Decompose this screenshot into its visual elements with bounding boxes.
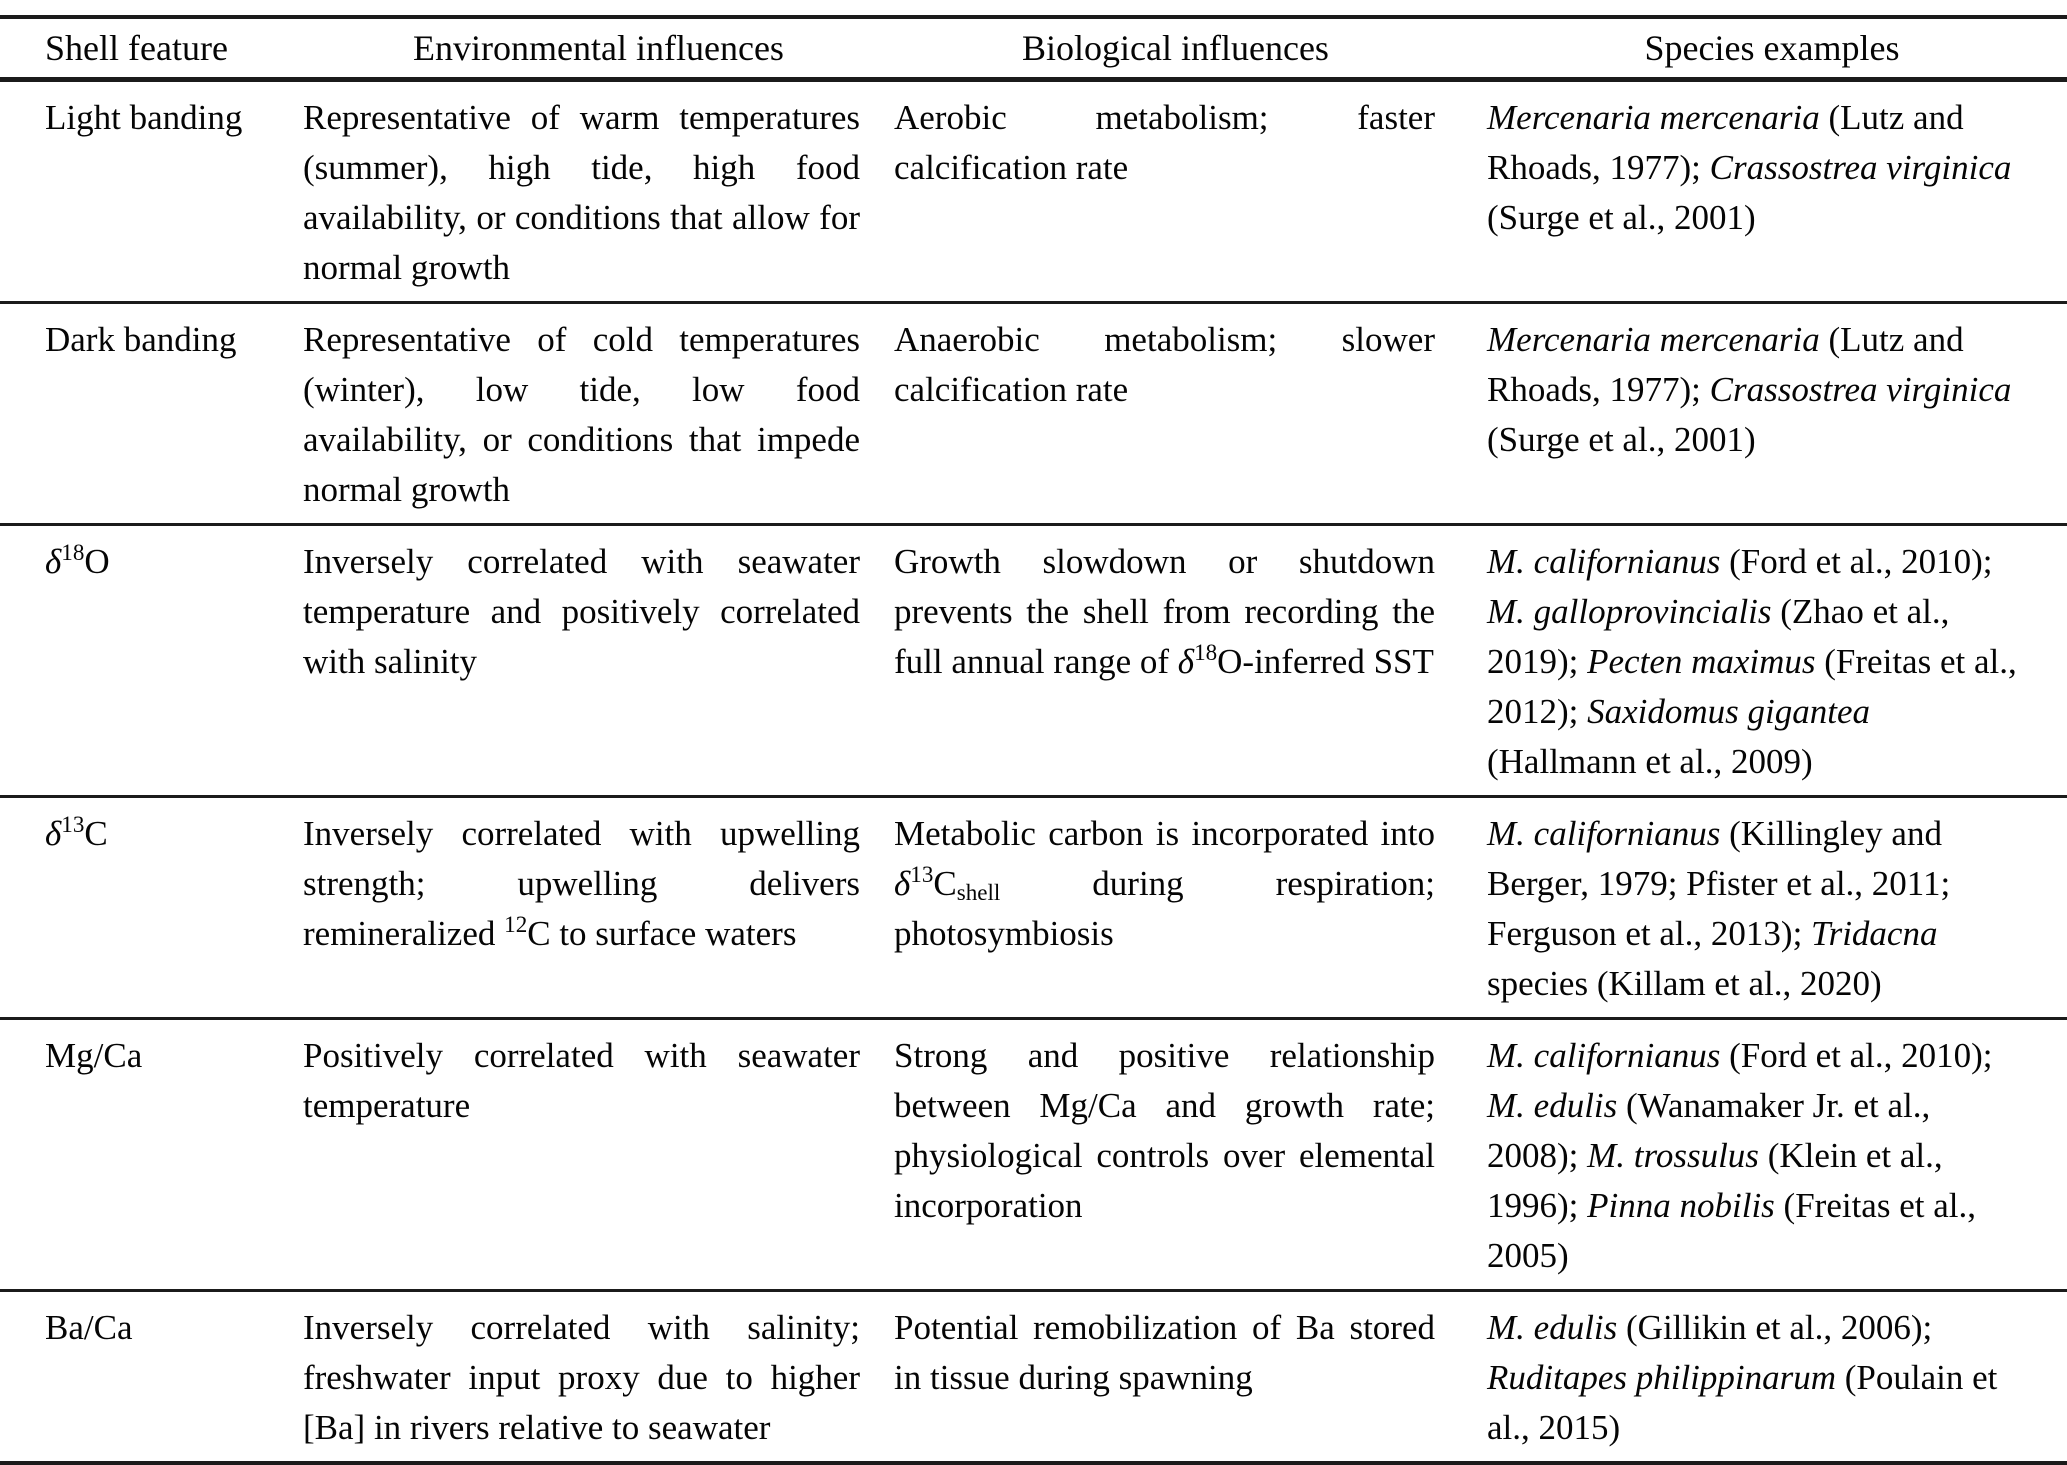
header-species-examples: Species examples — [1644, 27, 1900, 68]
header-row — [0, 17, 2067, 79]
header-shell-feature: Shell feature — [45, 27, 228, 68]
text-segment: Representative of cold temperatures (winter), low tide, low food availability, or conditions that impede normal growth — [303, 319, 860, 509]
table-body — [0, 79, 2067, 1463]
text-segment: O — [84, 541, 110, 581]
text-segment: shell — [956, 878, 1001, 905]
ba-ca-feature-cell — [0, 1290, 303, 1463]
text-segment: Aerobic metabolism; faster calcification rate — [894, 97, 1435, 187]
italic-text-segment: M. edulis — [1487, 1307, 1618, 1347]
text-segment: Positively correlated with seawater temperature — [303, 1035, 860, 1125]
italic-text-segment: Mercenaria mercenaria — [1487, 319, 1820, 359]
dark-banding-environmental-cell — [303, 302, 894, 524]
ba-ca-biological-cell — [894, 1290, 1487, 1463]
italic-text-segment: Pinna nobilis — [1587, 1185, 1775, 1225]
text-segment: (Freitas et al., 2012); — [1487, 641, 2017, 731]
light-banding-species-cell — [1487, 79, 2067, 302]
text-segment: Growth slowdown or shutdown prevents the shell from recording the full annual range of — [894, 541, 1435, 681]
text-segment: Metabolic carbon is incorporated into — [894, 813, 1435, 853]
text-segment: (Lutz and Rhoads, 1977); — [1487, 319, 1964, 409]
italic-text-segment: Mercenaria mercenaria — [1487, 97, 1820, 137]
light-banding-feature-cell — [0, 79, 303, 302]
delta-18-O-biological-cell — [894, 524, 1487, 796]
italic-text-segment: M. galloprovincialis — [1487, 591, 1772, 631]
italic-text-segment: M. californianus — [1487, 541, 1721, 581]
text-segment: Inversely correlated with salinity; freshwater input proxy due to higher [Ba] in rivers relative to seawater — [303, 1307, 860, 1447]
text-segment: Potential remobilization of Ba stored in tissue during spawning — [894, 1307, 1435, 1397]
delta-13-C-feature-cell — [0, 796, 303, 1018]
text-segment: 18 — [61, 538, 85, 565]
text-segment: O-inferred SST — [1217, 641, 1434, 681]
text-segment: (Hallmann et al., 2009) — [1487, 741, 1813, 781]
ba-ca-environmental-cell — [303, 1290, 894, 1463]
text-segment: (Ford et al., 2010); — [1720, 541, 1993, 581]
text-segment: (Gillikin et al., 2006); — [1617, 1307, 1933, 1347]
text-segment: (Zhao et al., 2019); — [1487, 591, 1950, 681]
mg-ca-biological-cell — [894, 1018, 1487, 1290]
light-banding-environmental-cell — [303, 79, 894, 302]
italic-text-segment: δ — [45, 813, 62, 853]
italic-text-segment: δ — [1177, 641, 1195, 681]
text-segment: 12 — [504, 910, 528, 937]
mg-ca-feature-cell — [0, 1018, 303, 1290]
header-environmental-influences: Environmental influences — [413, 27, 784, 68]
table-row-ba-ca — [0, 1290, 2067, 1463]
dark-banding-species-cell — [1487, 302, 2067, 524]
text-segment: C — [84, 813, 108, 853]
delta-13-C-biological-cell — [894, 796, 1487, 1018]
ba-ca-species-cell — [1487, 1290, 2067, 1463]
italic-text-segment: Pecten maximus — [1587, 641, 1816, 681]
delta-13-C-environmental-cell — [303, 796, 894, 1018]
text-segment: (Killingley and Berger, 1979; Pfister et al., 2011; Ferguson et al., 2013); — [1487, 813, 1951, 953]
mg-ca-species-cell — [1487, 1018, 2067, 1290]
text-segment: 13 — [61, 810, 85, 837]
delta-18-O-environmental-cell — [303, 524, 894, 796]
text-segment: C to surface waters — [527, 913, 797, 953]
text-segment: 13 — [910, 860, 934, 887]
text-segment: Inversely correlated with upwelling strength; upwelling delivers remineralized — [303, 813, 860, 953]
text-segment: Ba/Ca — [45, 1307, 133, 1347]
text-segment: Dark banding — [45, 319, 237, 359]
text-segment: Anaerobic metabolism; slower calcification rate — [894, 319, 1435, 409]
mg-ca-environmental-cell — [303, 1018, 894, 1290]
light-banding-biological-cell — [894, 79, 1487, 302]
italic-text-segment: δ — [45, 541, 62, 581]
table-row-dark-banding — [0, 302, 2067, 524]
table-row-mg-ca — [0, 1018, 2067, 1290]
text-segment: Light banding — [45, 97, 243, 137]
text-segment: C — [933, 863, 957, 903]
delta-18-O-feature-cell — [0, 524, 303, 796]
table-row-delta-18-O — [0, 524, 2067, 796]
text-segment: (Surge et al., 2001) — [1487, 419, 1756, 459]
italic-text-segment: Tridacna — [1811, 913, 1938, 953]
dark-banding-biological-cell — [894, 302, 1487, 524]
text-segment: 18 — [1194, 638, 1218, 665]
text-segment: (Surge et al., 2001) — [1487, 197, 1756, 237]
table-row-light-banding — [0, 79, 2067, 302]
dark-banding-feature-cell — [0, 302, 303, 524]
italic-text-segment: M. californianus — [1487, 1035, 1721, 1075]
italic-text-segment: δ — [894, 863, 911, 903]
text-segment: (Freitas et al., 2005) — [1487, 1185, 1976, 1275]
text-segment: (Poulain et al., 2015) — [1487, 1357, 1998, 1447]
text-segment: Representative of warm temperatures (summer), high tide, high food availability, or conditions that allow for normal growth — [303, 97, 860, 287]
text-segment: Strong and positive relationship between Mg/Ca and growth rate; physiological controls over elemental incorporation — [894, 1035, 1435, 1225]
table-row-delta-13-C — [0, 796, 2067, 1018]
italic-text-segment: M. trossulus — [1587, 1135, 1759, 1175]
text-segment: (Ford et al., 2010); — [1720, 1035, 1993, 1075]
italic-text-segment: M. californianus — [1487, 813, 1721, 853]
text-segment: species (Killam et al., 2020) — [1487, 963, 1882, 1003]
text-segment: Mg/Ca — [45, 1035, 143, 1075]
italic-text-segment: M. edulis — [1487, 1085, 1618, 1125]
text-segment: during respiration; photosymbiosis — [894, 863, 1435, 953]
text-segment: (Klein et al., 1996); — [1487, 1135, 1943, 1225]
italic-text-segment: Ruditapes philippinarum — [1487, 1357, 1837, 1397]
italic-text-segment: Crassostrea virginica — [1709, 147, 2012, 187]
shell-feature-table — [0, 15, 2067, 1465]
italic-text-segment: Crassostrea virginica — [1709, 369, 2012, 409]
text-segment: Inversely correlated with seawater temperature and positively correlated with salinity — [303, 541, 860, 681]
text-segment: (Wanamaker Jr. et al., 2008); — [1487, 1085, 1931, 1175]
table-header — [0, 17, 2067, 79]
header-biological-influences: Biological influences — [1022, 27, 1329, 68]
italic-text-segment: Saxidomus gigantea — [1587, 691, 1871, 731]
delta-13-C-species-cell — [1487, 796, 2067, 1018]
text-segment: (Lutz and Rhoads, 1977); — [1487, 97, 1964, 187]
delta-18-O-species-cell — [1487, 524, 2067, 796]
